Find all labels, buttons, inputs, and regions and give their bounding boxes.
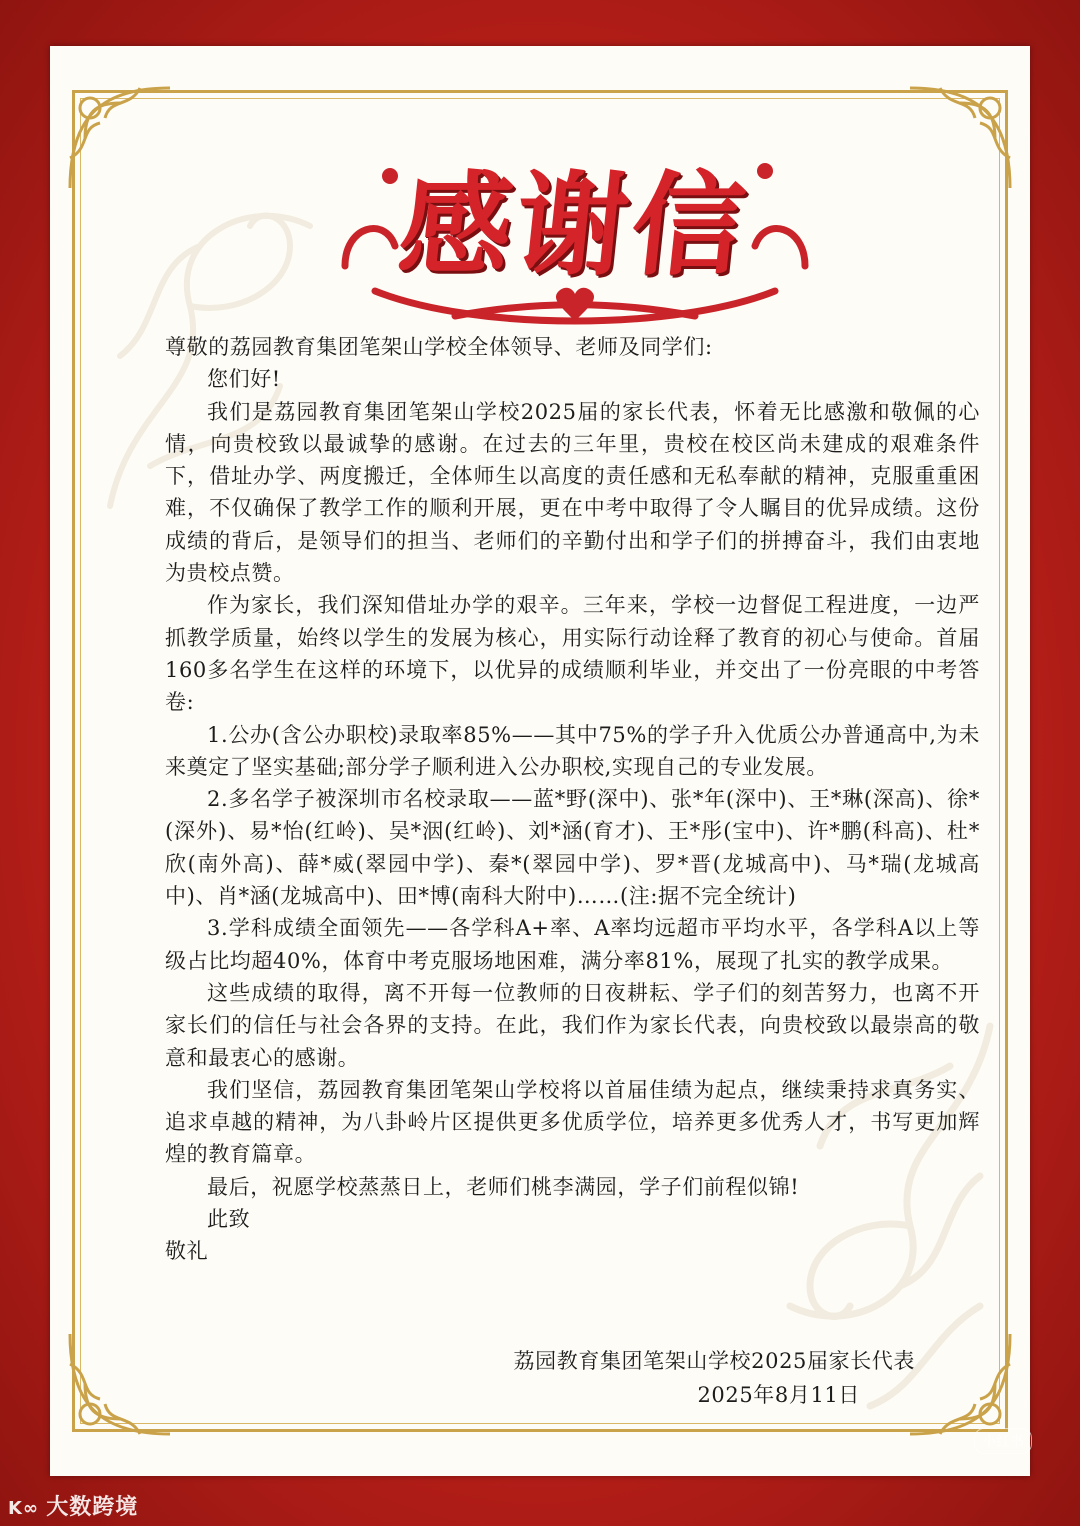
greeting: 您们好!: [207, 367, 281, 392]
letter-paper: [50, 46, 1030, 1476]
list-item: 1.公办(含公办职校)录取率85%——其中75%的学子升入优质公办普通高中,为未来奠定了坚实基础;部分学子顺利进入公办职校,实现自己的专业发展。: [165, 722, 980, 779]
paragraph: 最后，祝愿学校蒸蒸日上，老师们桃李满园，学子们前程似锦!: [207, 1174, 800, 1199]
paragraph: 这些成绩的取得，离不开每一位教师的日夜耕耘、学子们的刻苦努力，也离不开家长们的信任与社会各界的支持。在此，我们作为家长代表，向贵校致以最崇高的敬意和最衷心的感谢。: [165, 980, 980, 1070]
corner-ornament-top-left: [60, 78, 180, 198]
watermark-badge: 小红书: [974, 1428, 1032, 1454]
corner-ornament-top-right: [900, 78, 1020, 198]
watermark-label: 大数跨境: [46, 1495, 139, 1520]
watermark-logo-icon: K∞: [8, 1498, 47, 1519]
title-banner: [335, 116, 815, 336]
paragraph: 我们坚信，荔园教育集团笔架山学校将以首届佳绩为起点，继续秉持求真务实、追求卓越的精神，为八卦岭片区提供更多优质学位，培养更多优秀人才，书写更加辉煌的教育篇章。: [165, 1077, 980, 1167]
closing-line: 敬礼: [165, 1239, 209, 1264]
paragraph: 我们是荔园教育集团笔架山学校2025届的家长代表，怀着无比感激和敬佩的心情，向贵校致以最诚挚的感谢。在过去的三年里，贵校在校区尚未建成的艰难条件下，借址办学、两度搬迁，全体师生以高度的责任感和无私奉献的精神，克服重重困难，不仅确保了教学工作的顺利开展，更在中考中取得了令人瞩目的优异成绩。这份成绩的背后，是领导们的担当、老师们的辛勤付出和学子们的拼搏奋斗，我们由衷地为贵校点赞。: [165, 399, 980, 586]
corner-ornament-bottom-right: [900, 1324, 1020, 1444]
signature-block: [514, 1344, 915, 1412]
salutation: 尊敬的荔园教育集团笔架山学校全体领导、老师及同学们:: [165, 335, 713, 359]
signature: 荔园教育集团笔架山学校2025届家长代表: [513, 1349, 915, 1373]
letter-body: [165, 331, 980, 1268]
paragraph: 作为家长，我们深知借址办学的艰辛。三年来，学校一边督促工程进度，一边严抓教学质量，始终以学生的发展为核心，用实际行动诠释了教育的初心与使命。首届160多名学生在这样的环境下，以优异的成绩顺利毕业，并交出了一份亮眼的中考答卷:: [165, 593, 980, 715]
list-item: 3.学科成绩全面领先——各学科A+率、A率均远超市平均水平，各学科A以上等级占比均超40%，体育中考克服场地困难，满分率81%，展现了扎实的教学成果。: [165, 916, 980, 973]
letter-title: 感谢信: [393, 161, 755, 291]
corner-ornament-bottom-left: [60, 1324, 180, 1444]
letter-date: 2025年8月11日: [697, 1383, 860, 1407]
watermark-text: [8, 1490, 138, 1521]
list-item: 2.多名学子被深圳市名校录取——蓝*野(深中)、张*年(深中)、王*琳(深高)、徐*(深外)、易*怡(红岭)、吴*洇(红岭)、刘*涵(育才)、王*彤(宝中)、许*鹏(科高)、杜*欣(南外高)、薛*威(翠园中学)、秦*(翠园中学)、罗*晋(龙城高中)、马*瑞(龙城高中)、肖*涵(龙城高中)、田*博(南科大附中)……(注:据不完全统计): [165, 787, 980, 909]
closing-line: 此致: [207, 1207, 251, 1232]
